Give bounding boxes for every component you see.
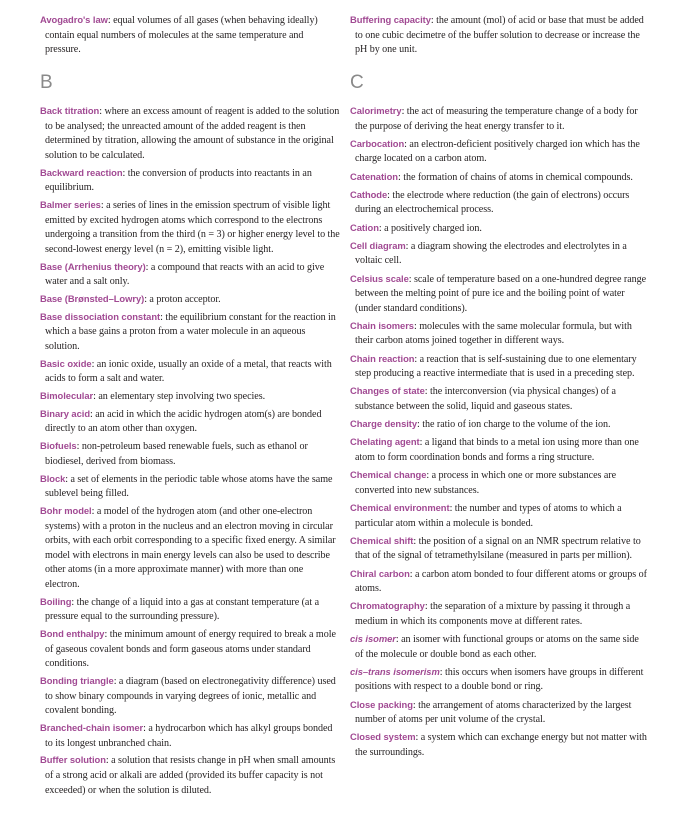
glossary-entry: Bonding triangle: a diagram (based on electronegativity difference) used to show binary compounds in varying degrees of ionic, metallic and covalent bonding. (40, 675, 336, 717)
glossary-entry: Chelating agent: a ligand that binds to a metal ion using more than one atom to form coordination bonds and forms a ring structure. (350, 436, 639, 463)
glossary-definition: an electron-deficient positively charged ion which has the charge located on a carbon atom. (355, 138, 640, 165)
glossary-term: Cell diagram (350, 239, 406, 251)
glossary-term: Bimolecular (40, 390, 94, 401)
glossary-term: Buffer solution (40, 754, 106, 766)
glossary-definition: molecules with the same molecular formula, but with their carbon atoms joined together in different ways. (355, 320, 632, 347)
glossary-term: Backward reaction (40, 166, 123, 178)
glossary-term: Celsius scale (350, 272, 409, 284)
glossary-term: Cation (350, 221, 379, 233)
glossary-definition: a series of lines in the emission spectrum of visible light emitted by excited hydrogen atoms which correspond to the electrons undergoing a transition from the third (n = 3) or higher energy level to the second-lowest energy level (n = 2), emitting visible light. (45, 199, 340, 255)
glossary-entry: Avogadro's law: equal volumes of all gases (when behaving ideally) contain equal numbers of molecules at the same temperature and pressure. (40, 14, 318, 56)
glossary-entry: Branched-chain isomer: a hydrocarbon which has alkyl groups bonded to its longest unbranched chain. (40, 721, 333, 749)
glossary-definition: scale of temperature based on a one-hundred degree range between the melting point of pure ice and the boiling point of water (under standard conditions). (355, 273, 647, 314)
left-top-entries (40, 13, 340, 69)
glossary-entry: Celsius scale: scale of temperature based on a one-hundred degree range between the melting point of pure ice and the boiling point of water (under standard conditions). (350, 272, 647, 314)
glossary-entry: cis isomer: an isomer with functional groups or atoms on the same side of the molecule or double bond as each other. (350, 633, 639, 660)
glossary-entry: Close packing: the arrangement of atoms characterized by the largest number of atoms per unit volume of the crystal. (350, 698, 632, 726)
glossary-definition: equal volumes of all gases (when behaving ideally) contain equal numbers of molecules at the same temperature and pressure. (45, 15, 318, 56)
glossary-entry: Cell diagram: a diagram showing the electrodes and electrolytes in a voltaic cell. (350, 239, 627, 267)
glossary-entry: Cation: a positively charged ion. (350, 221, 482, 234)
glossary-definition: a ligand that binds to a metal ion using more than one atom to form coordination bonds and forms a ring structure. (355, 437, 639, 463)
glossary-term: Basic oxide (40, 357, 92, 369)
glossary-entry: Biofuels: non-petroleum based renewable fuels, such as ethanol or biodiesel, derived from biomass. (40, 440, 308, 467)
glossary-term: Chelating agent (350, 436, 420, 448)
glossary-term: cis–trans isomerism (350, 665, 440, 677)
glossary-definition: a diagram (based on electronegativity difference) used to show binary compounds in varying degrees of ionic, metallic and covalent bonding. (45, 676, 336, 717)
glossary-definition: the separation of a mixture by passing it through a medium in which its components move at different rates. (355, 601, 631, 627)
glossary-definition: an isomer with functional groups or atoms on the same side of the molecule or double bond as each other. (355, 634, 639, 660)
glossary-definition: a compound that reacts with an acid to give water and a salt only. (45, 261, 325, 288)
left-entry-list (40, 104, 340, 798)
glossary-term: Cathode (350, 188, 388, 200)
glossary-definition: the number and types of atoms to which a particular atom within a molecule is bonded. (355, 502, 622, 529)
glossary-term: Bohr model (40, 504, 92, 516)
right-top-entries (350, 13, 648, 69)
glossary-term: Chemical change (350, 469, 427, 481)
glossary-definition: a system which can exchange energy but not matter with the surroundings. (355, 732, 647, 759)
right-entry-list (350, 104, 648, 761)
glossary-term: Block (40, 472, 66, 484)
glossary-entry: Bimolecular: an elementary step involving two species. (40, 390, 266, 402)
glossary-term: Base dissociation constant (40, 310, 161, 322)
glossary-entry: Block: a set of elements in the periodic table whose atoms have the same sublevel being filled. (40, 472, 333, 500)
glossary-entry: Charge density: the ratio of ion charge to the volume of the ion. (350, 418, 611, 431)
glossary-definition: the arrangement of atoms characterized by the largest number of atoms per unit volume of the crystal. (355, 699, 632, 726)
glossary-definition: a process in which one or more substances are converted into new substances. (355, 470, 617, 496)
glossary-definition: an ionic oxide, usually an oxide of a metal, that reacts with acids to form a salt and water. (45, 358, 332, 385)
glossary-entry: Bond enthalpy: the minimum amount of energy required to break a mole of gaseous covalent bonds and form gaseous atoms under standard conditions. (40, 628, 336, 670)
glossary-entry: Chain reaction: a reaction that is self-sustaining due to one elementary step producing a reactive intermediate that is used in a preceding step. (350, 352, 637, 380)
glossary-definition: a reaction that is self-sustaining due to one elementary step producing a reactive intermediate that is used in a preceding step. (355, 353, 637, 380)
glossary-definition: the change of a liquid into a gas at constant temperature (at a pressure equal to the surrounding pressure). (45, 596, 320, 623)
glossary-term: Charge density (350, 418, 418, 430)
glossary-definition: where an excess amount of reagent is added to the solution to be analysed; the unreacted amount of the added reagent is then determined by titration, allowing the amount of substance in the original solution to be calculated. (45, 106, 340, 161)
glossary-term: Binary acid (40, 407, 90, 419)
glossary-entry: Chemical shift: the position of a signal on an NMR spectrum relative to that of the signal of tetramethylsilane (measured in parts per million). (350, 534, 641, 562)
glossary-entry: Closed system: a system which can exchange energy but not matter with the surroundings. (350, 731, 647, 759)
glossary-entry: Chromatography: the separation of a mixture by passing it through a medium in which its components move at different rates. (350, 600, 631, 627)
glossary-entry: Cathode: the electrode where reduction (the gain of electrons) occurs during an electrochemical process. (350, 188, 630, 216)
glossary-term: Carbocation (350, 137, 405, 149)
glossary-definition: a hydrocarbon which has alkyl groups bonded to its longest unbranched chain. (45, 722, 333, 749)
glossary-term: Close packing (350, 698, 413, 710)
glossary-definition: an elementary step involving two species. (98, 391, 266, 402)
glossary-definition: this occurs when isomers have groups in different positions with respect to a double bond or ring. (355, 666, 644, 693)
glossary-definition: the act of measuring the temperature change of a body for the purpose of deriving the heat energy transfer to it. (355, 106, 638, 132)
glossary-entry: Chiral carbon: a carbon atom bonded to four different atoms or groups of atoms. (350, 567, 647, 595)
glossary-term: Closed system (350, 731, 416, 743)
glossary-definition: the position of a signal on an NMR spectrum relative to that of the signal of tetramethylsilane (measured in parts per million). (355, 535, 641, 562)
glossary-entry: cis–trans isomerism: this occurs when isomers have groups in different positions with respect to a double bond or ring. (350, 665, 644, 693)
glossary-column-left (40, 13, 340, 800)
glossary-term: Bond enthalpy (40, 628, 105, 640)
glossary-entry: Backward reaction: the conversion of products into reactants in an equilibrium. (40, 166, 312, 194)
glossary-term: Back titration (40, 105, 100, 116)
glossary-term: Boiling (40, 595, 72, 607)
glossary-term: Branched-chain isomer (40, 721, 144, 733)
glossary-entry: Bohr model: a model of the hydrogen atom (and other one-electron systems) with a proton in the nucleus and an electron moving in circular orbits, with each orbit corresponding to a specific fixed energy. A similar model with electrons in main energy levels can also be used to describe other atoms (in a more approximate manner) with more than one electron. (40, 504, 336, 590)
glossary-definition: the equilibrium constant for the reaction in which a base gains a proton from a water molecule in an aqueous solution. (45, 311, 336, 352)
glossary-definition: a set of elements in the periodic table whose atoms have the same sublevel being filled. (45, 473, 333, 500)
glossary-entry: Chemical environment: the number and types of atoms to which a particular atom within a molecule is bonded. (350, 501, 622, 529)
glossary-entry: Chemical change: a process in which one or more substances are converted into new substances. (350, 469, 617, 496)
glossary-entry: Chain isomers: molecules with the same molecular formula, but with their carbon atoms joined together in different ways. (350, 319, 632, 347)
glossary-term: Chiral carbon (350, 567, 410, 579)
glossary-term: Base (Arrhenius theory) (40, 260, 146, 272)
glossary-entry: Calorimetry: the act of measuring the temperature change of a body for the purpose of deriving the heat energy transfer to it. (350, 105, 638, 132)
glossary-entry: Basic oxide: an ionic oxide, usually an oxide of a metal, that reacts with acids to form a salt and water. (40, 357, 332, 385)
glossary-entry: Binary acid: an acid in which the acidic hydrogen atom(s) are bonded directly to an atom other than oxygen. (40, 407, 322, 435)
glossary-term: Changes of state (350, 385, 425, 397)
glossary-definition: the ratio of ion charge to the volume of the ion. (422, 419, 611, 431)
glossary-entry: Catenation: the formation of chains of atoms in chemical compounds. (350, 170, 633, 183)
glossary-term: Balmer series (40, 198, 101, 210)
glossary-entry: Carbocation: an electron-deficient positively charged ion which has the charge located on a carbon atom. (350, 137, 640, 165)
glossary-definition: the amount (mol) of acid or base that must be added to one cubic decimetre of the buffer solution to decrease or increase the pH by one unit. (355, 15, 644, 56)
glossary-definition: a diagram showing the electrodes and electrolytes in a voltaic cell. (355, 240, 627, 267)
glossary-definition: the electrode where reduction (the gain of electrons) occurs during an electrochemical process. (355, 189, 630, 216)
glossary-term: Base (Brønsted–Lowry) (40, 292, 145, 304)
glossary-term: Buffering capacity (350, 14, 431, 25)
glossary-definition: a model of the hydrogen atom (and other one-electron systems) with a proton in the nucleus and an electron moving in circular orbits, with each orbit corresponding to a specific fixed energy. A similar model with electrons in main energy levels can also be used to describe other atoms (in a more approximate manner) with more than one electron. (45, 505, 336, 590)
glossary-entry: Changes of state: the interconversion (via physical changes) of a substance between the solid, liquid and gaseous states. (350, 385, 616, 413)
glossary-definition: an acid in which the acidic hydrogen atom(s) are bonded directly to an atom other than oxygen. (45, 408, 322, 435)
glossary-term: Biofuels (40, 440, 77, 452)
glossary-column-right (350, 13, 648, 763)
glossary-definition: a proton acceptor. (149, 293, 221, 305)
glossary-term: Chain reaction (350, 352, 415, 364)
glossary-term: cis isomer (350, 633, 396, 645)
glossary-definition: a carbon atom bonded to four different atoms or groups of atoms. (355, 568, 647, 595)
glossary-term: Chemical environment (350, 501, 450, 513)
glossary-term: Calorimetry (350, 105, 402, 116)
glossary-entry: Back titration: where an excess amount of reagent is added to the solution to be analysed; the unreacted amount of the added reagent is then determined by titration, allowing the amount of substance in the original solution to be calculated. (40, 105, 340, 161)
glossary-definition: the formation of chains of atoms in chemical compounds. (403, 171, 633, 183)
glossary-entry: Base (Brønsted–Lowry): a proton acceptor. (40, 292, 221, 305)
glossary-term: Chemical shift (350, 534, 414, 546)
glossary-term: Catenation (350, 170, 398, 182)
glossary-definition: the conversion of products into reactants in an equilibrium. (45, 167, 312, 194)
glossary-entry: Buffer solution: a solution that resists change in pH when small amounts of a strong acid or alkali are added (provided its buffer capacity is not exceeded) or when the solution is diluted. (40, 754, 336, 796)
glossary-entry: Base dissociation constant: the equilibrium constant for the reaction in which a base gains a proton from a water molecule in an aqueous solution. (40, 310, 336, 352)
glossary-definition: the interconversion (via physical changes) of a substance between the solid, liquid and gaseous states. (355, 386, 616, 413)
glossary-entry: Boiling: the change of a liquid into a gas at constant temperature (at a pressure equal to the surrounding pressure). (40, 595, 320, 623)
glossary-definition: a solution that resists change in pH when small amounts of a strong acid or alkali are added (provided its buffer capacity is not exceeded) or when the solution is diluted. (45, 755, 336, 796)
section-heading-b: B (40, 72, 53, 93)
glossary-definition: non-petroleum based renewable fuels, such as ethanol or biodiesel, derived from biomass. (45, 441, 308, 467)
glossary-term: Chain isomers (350, 319, 414, 331)
glossary-term: Bonding triangle (40, 675, 114, 686)
glossary-definition: the minimum amount of energy required to break a mole of gaseous covalent bonds and form gaseous atoms under standard conditions. (45, 629, 336, 670)
glossary-definition: a positively charged ion. (384, 222, 482, 234)
section-heading-c: C (350, 72, 364, 93)
glossary-entry: Base (Arrhenius theory): a compound that reacts with an acid to give water and a salt only. (40, 260, 325, 288)
glossary-term: Chromatography (350, 600, 425, 612)
glossary-entry: Balmer series: a series of lines in the emission spectrum of visible light emitted by excited hydrogen atoms which correspond to the electrons undergoing a transition from the third (n = 3) or higher energy level to the second-lowest energy level (n = 2), emitting visible light. (40, 198, 340, 255)
glossary-entry: Buffering capacity: the amount (mol) of acid or base that must be added to one cubic decimetre of the buffer solution to decrease or increase the pH by one unit. (350, 14, 644, 56)
glossary-term: Avogadro's law (40, 14, 108, 25)
